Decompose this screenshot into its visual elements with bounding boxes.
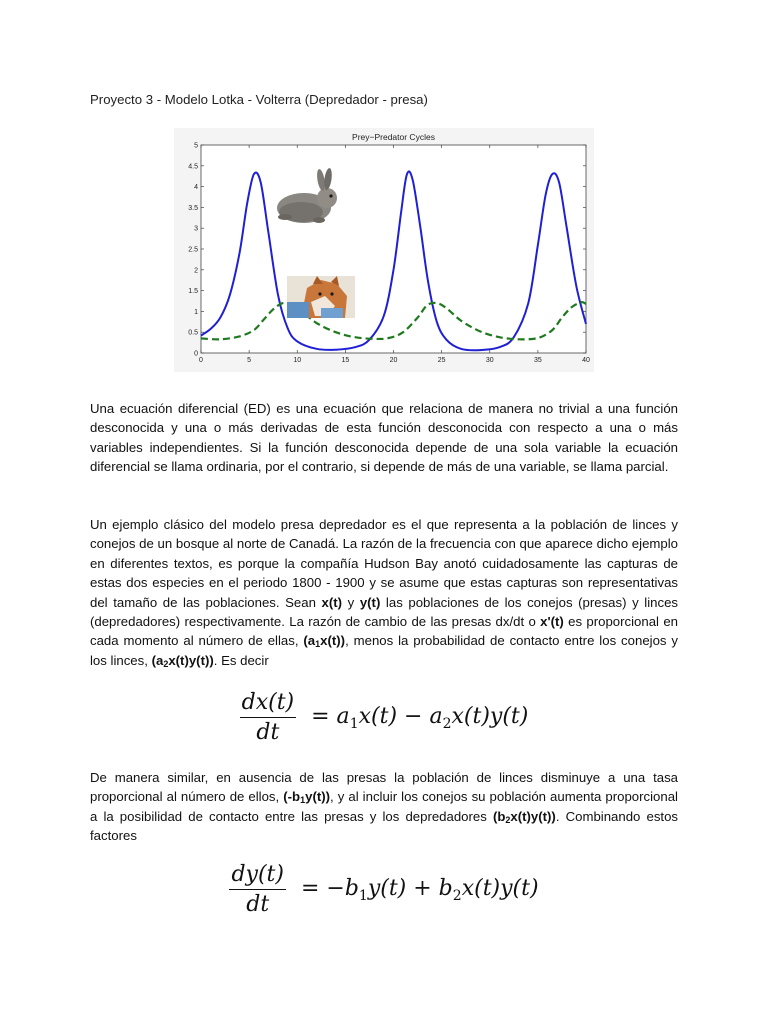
eq1-denominator: dt (256, 720, 280, 745)
chart-title: Prey−Predator Cycles (352, 132, 435, 142)
eq2-rhs: = $-b_1y(t) + b_2x(t)y(t)$ (293, 875, 539, 904)
y-tick-label: 3 (194, 225, 198, 233)
eq2-fraction (229, 862, 286, 917)
x-tick-label: 10 (293, 357, 302, 364)
x-tick-label: 40 (582, 357, 590, 364)
y-tick-label: 4 (194, 184, 198, 192)
paragraph-definition: Una ecuación diferencial (ED) es una ecuación que relaciona de manera no trivial a una función desconocida y una o más derivadas de esta función desconocida con respecto a una o más variables independientes. Si la función desconocida depende de una sola variable la ecuación diferencial se llama ordinaria, por el contrario, si depende de más de una variable, se llama parcial. (90, 401, 678, 475)
y-tick-label: 1 (194, 308, 198, 316)
term-a1x: $(a_1x(t))$ (303, 633, 346, 650)
equation-prey (0, 690, 768, 745)
paragraph-predator: De manera similar, en ausencia de las presas la población de linces disminuye a una tasa proporcional al número de ellos, $(-b_1y(t))$, y al incluir los conejos su población aumenta proporcional a la posibilidad de contacto entre las presas y los depredadores $(b_2x(t)y(t))$. Combinando estos factores (90, 770, 679, 844)
var-x: x(t) (321, 594, 343, 610)
document-title: Proyecto 3 - Modelo Lotka - Volterra (Depredador - presa) (90, 92, 428, 107)
eq2-numerator: dy(t) (229, 862, 286, 890)
term-b2xy: $(b_2x(t)y(t))$ (492, 808, 556, 825)
x-tick-label: 30 (485, 357, 494, 364)
y-tick-label: 2.5 (188, 246, 198, 254)
y-tick-label: 5 (194, 142, 198, 150)
x-tick-label: 25 (437, 357, 446, 364)
y-tick-label: 0 (194, 350, 198, 358)
eq1-rhs: = $a_1x(t) - a_2x(t)y(t)$ (304, 703, 529, 732)
y-tick-label: 3.5 (188, 204, 198, 212)
prey-predator-chart (174, 128, 594, 372)
paragraph-example: Un ejemplo clásico del modelo presa depredador es el que representa a la población de linces y conejos de un bosque al norte de Canadá. La razón de la frecuencia con que aparece dicho ejemplo en diferentes textos, es porque la compañía Hudson Bay anotó cuidadosamente las capturas de estas dos especies en el periodo 1800 - 1900 y se asume que estas capturas son representativas del tamaño de las poblaciones. Sean x(t) y y(t) las poblaciones de los conejos (presas) y linces (depredadores) respectivamente. La razón de cambio de las presas dx/dt o x'(t) es proporcional en cada momento al número de ellas, $(a_1x(t))$, menos la probabilidad de contacto entre los conejos y los linces, $(a_2x(t)y(t))$. Es decir (90, 517, 679, 669)
var-x-prime: x'(t) (540, 614, 564, 630)
term-b1y: $(-b_1y(t))$ (283, 789, 331, 806)
term-a2xy: $(a_2x(t)y(t))$ (151, 652, 214, 669)
x-tick-label: 5 (247, 357, 252, 364)
y-tick-label: 0.5 (188, 329, 198, 337)
eq1-fraction (240, 690, 297, 745)
x-tick-label: 0 (199, 357, 203, 364)
eq2-denominator: dt (246, 892, 270, 917)
var-y: y(t) (359, 594, 381, 610)
x-tick-label: 20 (389, 357, 398, 364)
y-tick-label: 2 (194, 267, 198, 275)
x-tick-label: 15 (341, 357, 350, 364)
fox-photo (287, 276, 355, 318)
equation-predator (0, 862, 768, 917)
y-tick-label: 4.5 (188, 163, 198, 171)
prey-predator-figure (174, 128, 594, 372)
y-tick-label: 1.5 (188, 288, 198, 296)
x-tick-label: 35 (533, 357, 542, 364)
eq1-numerator: dx(t) (240, 690, 297, 718)
